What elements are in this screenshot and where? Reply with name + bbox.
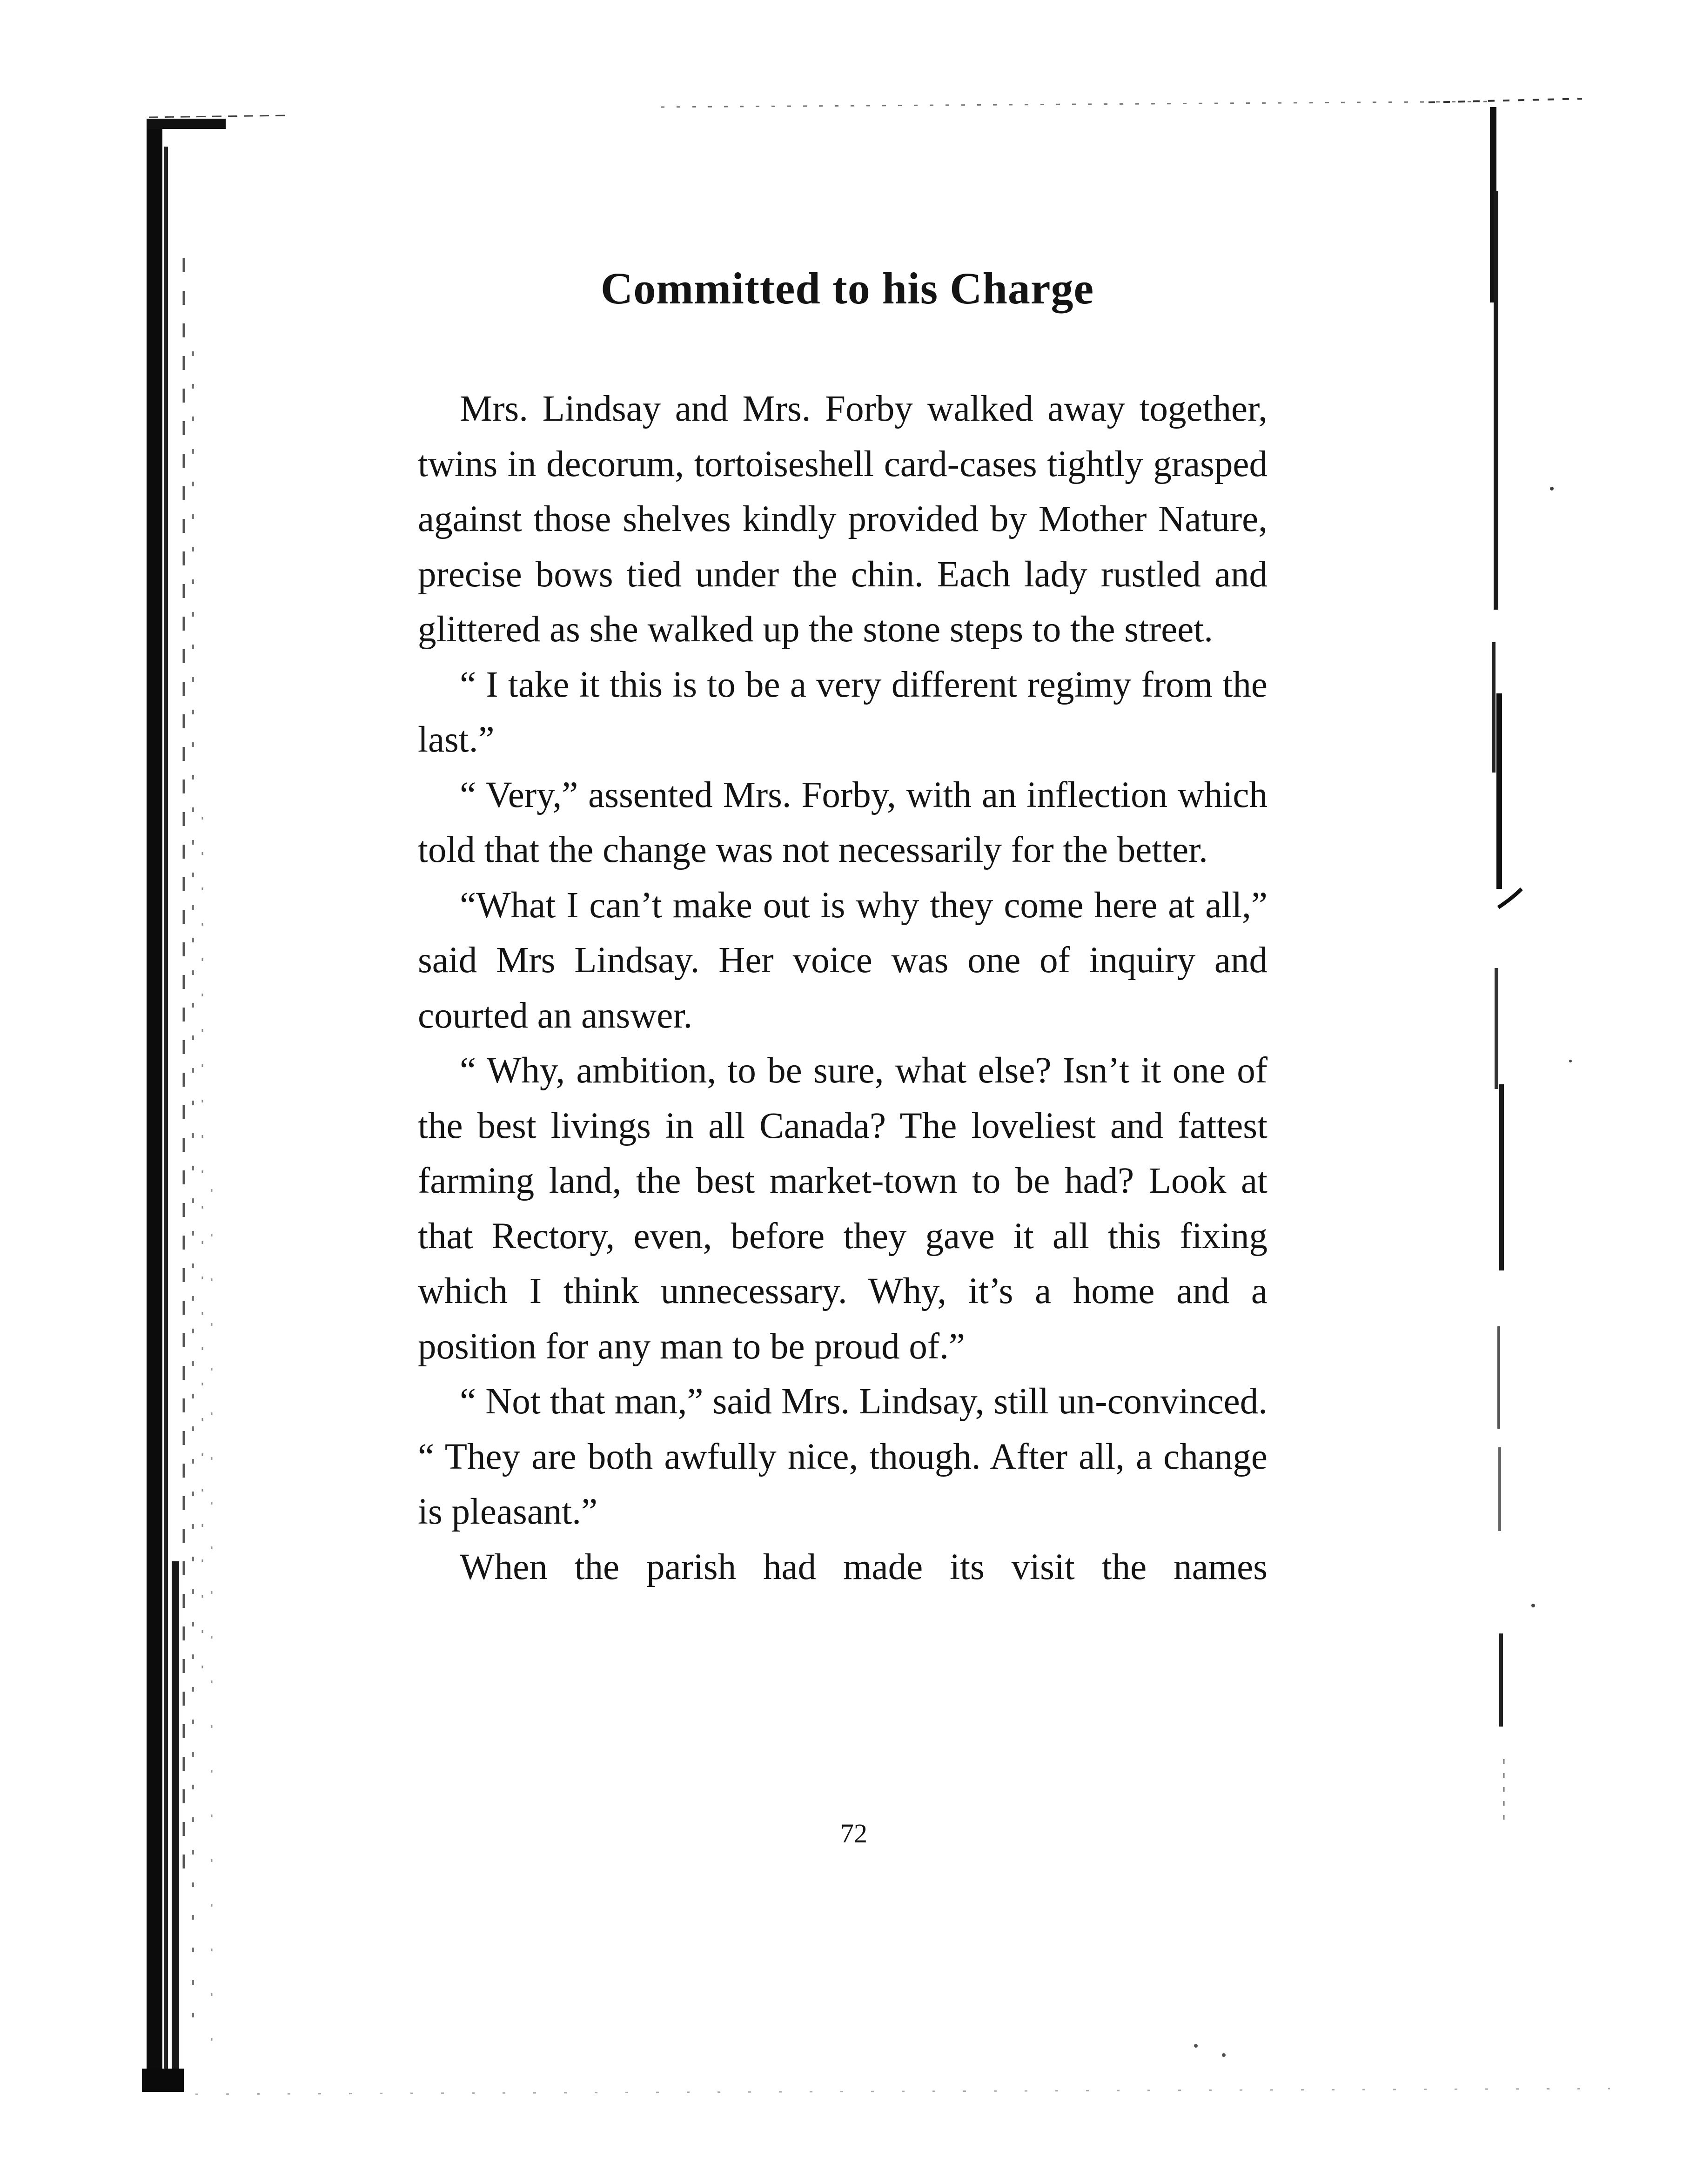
paragraph-1: Mrs. Lindsay and Mrs. Forby walked away together, twins in decorum, tortoiseshell card-cases tightly grasped against those shelves kindly provided by Mother Nature, precise bows tied under the chin. Each lady rustled and glittered as she walked up the stone steps to the street. [418,389,1268,650]
running-head: Committed to his Charge [600,263,1094,313]
page-number: 72 [840,1818,867,1848]
left-binding-edge [142,119,244,2097]
page-bottom-edge-scan-mark [195,2038,1615,2108]
body-text-column [418,265,1268,1595]
paragraph-2: “ I take it this is to be a very different regimy from the last.” [418,664,1268,760]
paragraph-4: “What I can’t make out is why they come here at all,” said Mrs Lindsay. Her voice was one of inquiry and courted an answer. [418,885,1268,1036]
page-top-edge-scan-mark [149,88,1591,130]
paragraph-5: “ Why, ambition, to be sure, what else? Isn’t it one of the best livings in all Canada? The loveliest and fattest farming land, the best market-town to be had? Look at that Rectory, even, before they gave it all this fixing which I think unnecessary. Why, it’s a home and a position for any man to be proud of.” [418,1050,1268,1367]
paragraph-3: “ Very,” assented Mrs. Forby, with an inflection which told that the change was not necessarily for the better. [418,774,1268,870]
right-binding-edge [1480,107,1573,1922]
paragraph-7: When the parish had made its visit the names [460,1546,1268,1587]
paragraph-6: “ Not that man,” said Mrs. Lindsay, still un-convinced. “ They are both awfully nice, though. After all, a change is pleasant.” [418,1381,1268,1532]
